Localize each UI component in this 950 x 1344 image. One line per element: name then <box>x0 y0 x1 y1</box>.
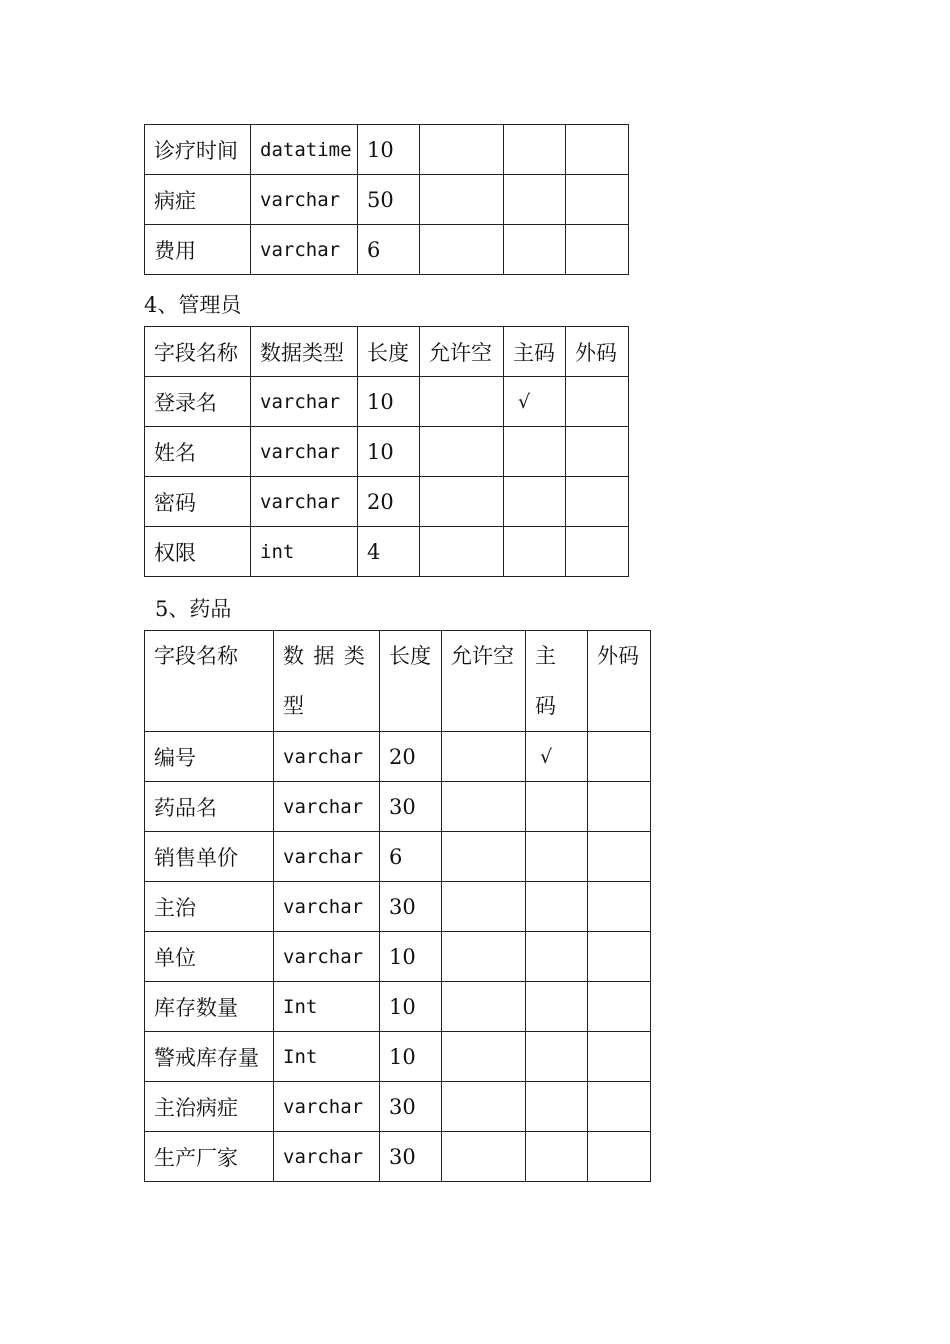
header-foreign-key: 外码 <box>566 327 629 377</box>
cell-data-type: Int <box>274 982 380 1032</box>
cell-primary-key <box>526 882 588 932</box>
table-row <box>145 377 629 427</box>
cell-primary-key <box>504 427 566 477</box>
cell-primary-key <box>526 1032 588 1082</box>
cell-nullable <box>442 982 526 1032</box>
cell-data-type: varchar <box>251 477 358 527</box>
cell-nullable <box>420 377 504 427</box>
cell-length: 10 <box>358 125 420 175</box>
cell-primary-key <box>504 477 566 527</box>
header-length: 长度 <box>358 327 420 377</box>
cell-primary-key <box>526 1132 588 1182</box>
cell-length: 4 <box>358 527 420 577</box>
cell-nullable <box>442 782 526 832</box>
cell-data-type: varchar <box>274 732 380 782</box>
table-row <box>145 932 651 982</box>
header-nullable: 允许空 <box>442 631 526 732</box>
cell-length: 30 <box>380 1132 442 1182</box>
cell-nullable <box>420 225 504 275</box>
cell-foreign-key <box>588 832 651 882</box>
cell-field-name: 病症 <box>145 175 251 225</box>
cell-foreign-key <box>566 225 629 275</box>
cell-primary-key: √ <box>504 377 566 427</box>
cell-foreign-key <box>566 527 629 577</box>
cell-length: 6 <box>358 225 420 275</box>
cell-nullable <box>442 882 526 932</box>
cell-length: 20 <box>358 477 420 527</box>
cell-foreign-key <box>588 732 651 782</box>
cell-data-type: varchar <box>251 427 358 477</box>
cell-primary-key <box>526 782 588 832</box>
cell-foreign-key <box>566 477 629 527</box>
cell-foreign-key <box>588 1132 651 1182</box>
cell-field-name: 权限 <box>145 527 251 577</box>
cell-data-type: varchar <box>274 782 380 832</box>
cell-nullable <box>442 1032 526 1082</box>
table-previous-continued <box>144 124 629 275</box>
cell-length: 6 <box>380 832 442 882</box>
section-heading-admin: 4、管理员 <box>144 293 242 317</box>
cell-field-name: 密码 <box>145 477 251 527</box>
cell-primary-key <box>526 1082 588 1132</box>
header-length: 长度 <box>380 631 442 732</box>
table-row <box>145 527 629 577</box>
cell-primary-key <box>504 125 566 175</box>
table-row <box>145 732 651 782</box>
cell-length: 10 <box>380 982 442 1032</box>
cell-primary-key <box>526 932 588 982</box>
cell-data-type: varchar <box>251 175 358 225</box>
cell-foreign-key <box>566 125 629 175</box>
cell-nullable <box>420 175 504 225</box>
cell-field-name: 单位 <box>145 932 274 982</box>
cell-foreign-key <box>588 1082 651 1132</box>
cell-length: 10 <box>380 932 442 982</box>
cell-field-name: 警戒库存量 <box>145 1032 274 1082</box>
cell-field-name: 姓名 <box>145 427 251 477</box>
cell-field-name: 主治病症 <box>145 1082 274 1132</box>
cell-nullable <box>442 1082 526 1132</box>
cell-nullable <box>420 527 504 577</box>
table-row <box>145 1132 651 1182</box>
cell-primary-key <box>504 225 566 275</box>
cell-length: 20 <box>380 732 442 782</box>
cell-data-type: datatime <box>251 125 358 175</box>
cell-field-name: 费用 <box>145 225 251 275</box>
table-row <box>145 125 629 175</box>
cell-nullable <box>420 427 504 477</box>
cell-nullable <box>420 125 504 175</box>
cell-nullable <box>442 732 526 782</box>
cell-field-name: 编号 <box>145 732 274 782</box>
table-row <box>145 982 651 1032</box>
cell-length: 30 <box>380 782 442 832</box>
table-admin <box>144 326 629 577</box>
cell-nullable <box>442 932 526 982</box>
table-row <box>145 832 651 882</box>
cell-data-type: varchar <box>274 1132 380 1182</box>
cell-data-type: varchar <box>274 1082 380 1132</box>
cell-length: 10 <box>380 1032 442 1082</box>
table-row <box>145 782 651 832</box>
header-primary-key: 主码 <box>504 327 566 377</box>
cell-field-name: 诊疗时间 <box>145 125 251 175</box>
table-row <box>145 175 629 225</box>
header-nullable: 允许空 <box>420 327 504 377</box>
cell-field-name: 药品名 <box>145 782 274 832</box>
cell-nullable <box>442 1132 526 1182</box>
header-field-name: 字段名称 <box>145 631 274 732</box>
cell-data-type: Int <box>274 1032 380 1082</box>
cell-data-type: varchar <box>274 932 380 982</box>
cell-primary-key <box>504 175 566 225</box>
cell-length: 30 <box>380 1082 442 1132</box>
cell-data-type: varchar <box>274 832 380 882</box>
header-data-type: 数据类型 <box>251 327 358 377</box>
cell-length: 10 <box>358 377 420 427</box>
cell-foreign-key <box>588 882 651 932</box>
cell-length: 10 <box>358 427 420 477</box>
cell-length: 30 <box>380 882 442 932</box>
cell-foreign-key <box>588 1032 651 1082</box>
table-header-row <box>145 631 651 732</box>
cell-field-name: 销售单价 <box>145 832 274 882</box>
header-primary-key <box>526 631 588 732</box>
cell-primary-key <box>526 832 588 882</box>
cell-nullable <box>420 477 504 527</box>
cell-primary-key <box>504 527 566 577</box>
cell-foreign-key <box>588 932 651 982</box>
cell-field-name: 主治 <box>145 882 274 932</box>
table-header-row <box>145 327 629 377</box>
cell-field-name: 库存数量 <box>145 982 274 1032</box>
cell-foreign-key <box>588 982 651 1032</box>
cell-field-name: 登录名 <box>145 377 251 427</box>
table-row <box>145 427 629 477</box>
cell-foreign-key <box>588 782 651 832</box>
cell-data-type: int <box>251 527 358 577</box>
table-row <box>145 1032 651 1082</box>
cell-data-type: varchar <box>251 225 358 275</box>
cell-length: 50 <box>358 175 420 225</box>
table-row <box>145 225 629 275</box>
header-data-type: 数据类型 <box>274 631 380 732</box>
cell-field-name: 生产厂家 <box>145 1132 274 1182</box>
cell-foreign-key <box>566 377 629 427</box>
cell-nullable <box>442 832 526 882</box>
header-field-name: 字段名称 <box>145 327 251 377</box>
header-foreign-key: 外码 <box>588 631 651 732</box>
table-row <box>145 477 629 527</box>
header-primary-key-text: 主码 <box>535 644 556 718</box>
cell-foreign-key <box>566 175 629 225</box>
cell-primary-key <box>526 982 588 1032</box>
cell-data-type: varchar <box>274 882 380 932</box>
section-heading-medicine: 5、药品 <box>155 597 232 621</box>
table-row <box>145 882 651 932</box>
cell-primary-key: √ <box>526 732 588 782</box>
cell-data-type: varchar <box>251 377 358 427</box>
table-medicine <box>144 630 651 1182</box>
table-row <box>145 1082 651 1132</box>
cell-foreign-key <box>566 427 629 477</box>
